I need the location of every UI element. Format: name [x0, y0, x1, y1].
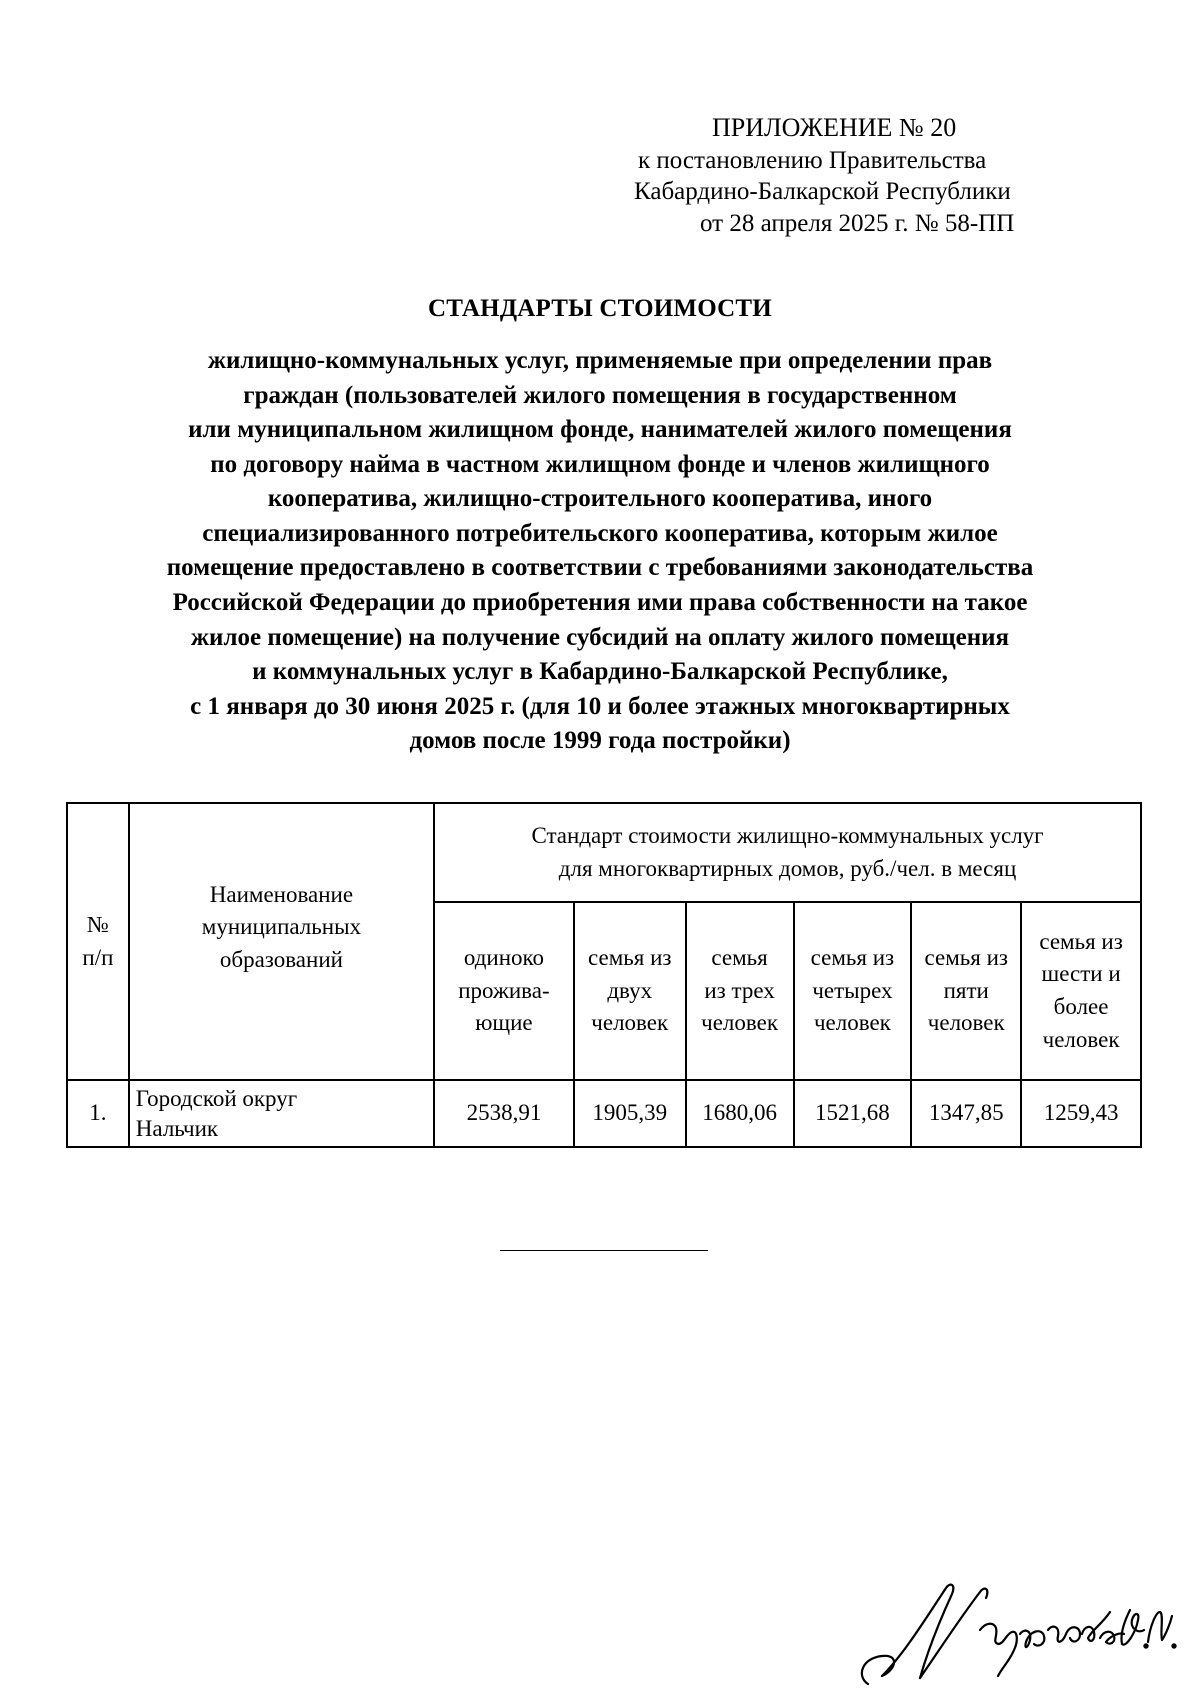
header-line: четырех: [812, 977, 893, 1003]
value-family-six-plus: 1259,43: [1021, 1080, 1141, 1147]
header-line: более: [1053, 994, 1109, 1019]
header-line: семья из: [924, 945, 1008, 971]
header-line: человек: [927, 1010, 1005, 1036]
subtitle-line: или муниципальном жилищном фонде, нанимателей жилого помещения: [188, 416, 1012, 444]
header-family-four: [794, 902, 912, 1080]
subtitle-line: Российской Федерации до приобретения ими права собственности на такое: [172, 588, 1028, 616]
handwritten-signature: [848, 1572, 1178, 1692]
header-number: [67, 803, 129, 1080]
subtitle-line: домов после 1999 года постройки): [409, 727, 791, 755]
subtitle-line: с 1 января до 30 июня 2025 г. (для 10 и более этажных многоквартирных: [190, 692, 1010, 720]
header-line: одиноко: [463, 945, 545, 971]
row-municipality: [129, 1080, 434, 1147]
header-family-two: [574, 902, 686, 1080]
appendix-reference: к постановлению Правительства: [638, 146, 987, 174]
header-line: пяти: [943, 977, 989, 1003]
header-municipality-line: муниципальных: [201, 914, 362, 940]
appendix-date: от 28 апреля 2025 г. № 58-ПП: [700, 209, 1015, 237]
appendix-number: ПРИЛОЖЕНИЕ № 20: [712, 113, 957, 142]
header-municipality: [129, 803, 434, 1080]
header-line: человек: [591, 1010, 669, 1036]
header-line: семья из: [1039, 928, 1123, 954]
header-line: двух: [607, 977, 653, 1003]
header-municipality-line: образований: [219, 946, 343, 972]
value-single: 2538,91: [434, 1080, 574, 1147]
document-subtitle: [60, 344, 1140, 759]
subtitle-line: помещение предоставлено в соответствии с требованиями законодательства: [166, 554, 1034, 582]
header-line: ющие: [475, 1010, 533, 1036]
document-title: СТАНДАРТЫ СТОИМОСТИ: [428, 295, 772, 322]
header-line: шести и: [1041, 961, 1121, 987]
table-row: [67, 1080, 1141, 1147]
subtitle-line: по договору найма в частном жилищном фонде и членов жилищного: [210, 450, 990, 478]
header-line: семья из: [588, 945, 672, 971]
header-family-six-plus: [1021, 902, 1141, 1080]
appendix-government: Кабардино-Балкарской Республики: [634, 178, 1011, 206]
value-family-two: 1905,39: [574, 1080, 686, 1147]
row-number: 1.: [67, 1080, 129, 1147]
header-line: из трех: [704, 977, 775, 1003]
header-line: человек: [1042, 1026, 1120, 1052]
subtitle-line: жилое помещение) на получение субсидий на оплату жилого помещения: [190, 623, 1010, 651]
header-municipality-line: Наименование: [209, 881, 354, 907]
row-municipality-line: Нальчик: [135, 1115, 219, 1141]
closing-rule: [500, 1250, 708, 1251]
header-line: прожива-: [458, 977, 550, 1003]
appendix-header: [620, 112, 1080, 239]
subtitle-line: специализированного потребительского кооператива, которым жилое: [202, 519, 998, 547]
header-number-symbol: №: [86, 911, 109, 937]
header-line: семья: [711, 945, 768, 971]
standards-table: [66, 802, 1142, 1148]
header-line: семья из: [810, 945, 895, 971]
header-group-line: Стандарт стоимости жилищно-коммунальных услуг: [531, 822, 1044, 848]
header-single: [434, 902, 574, 1080]
header-standard-group: [434, 803, 1141, 902]
row-municipality-line: Городской округ: [135, 1085, 298, 1111]
header-line: человек: [813, 1010, 891, 1036]
subtitle-line: и коммунальных услуг в Кабардино-Балкарской Республике,: [252, 658, 948, 686]
header-number-abbr: п/п: [82, 944, 114, 970]
subtitle-line: граждан (пользователей жилого помещения в государственном: [243, 381, 957, 409]
value-family-four: 1521,68: [794, 1080, 912, 1147]
subtitle-line: кооператива, жилищно-строительного кооператива, иного: [267, 485, 933, 513]
header-family-five: [911, 902, 1021, 1080]
value-family-three: 1680,06: [686, 1080, 794, 1147]
header-family-three: [686, 902, 794, 1080]
value-family-five: 1347,85: [911, 1080, 1021, 1147]
header-line: человек: [701, 1010, 779, 1036]
subtitle-line: жилищно-коммунальных услуг, применяемые при определении прав: [207, 347, 993, 374]
header-group-line: для многоквартирных домов, руб./чел. в месяц: [558, 855, 1017, 881]
